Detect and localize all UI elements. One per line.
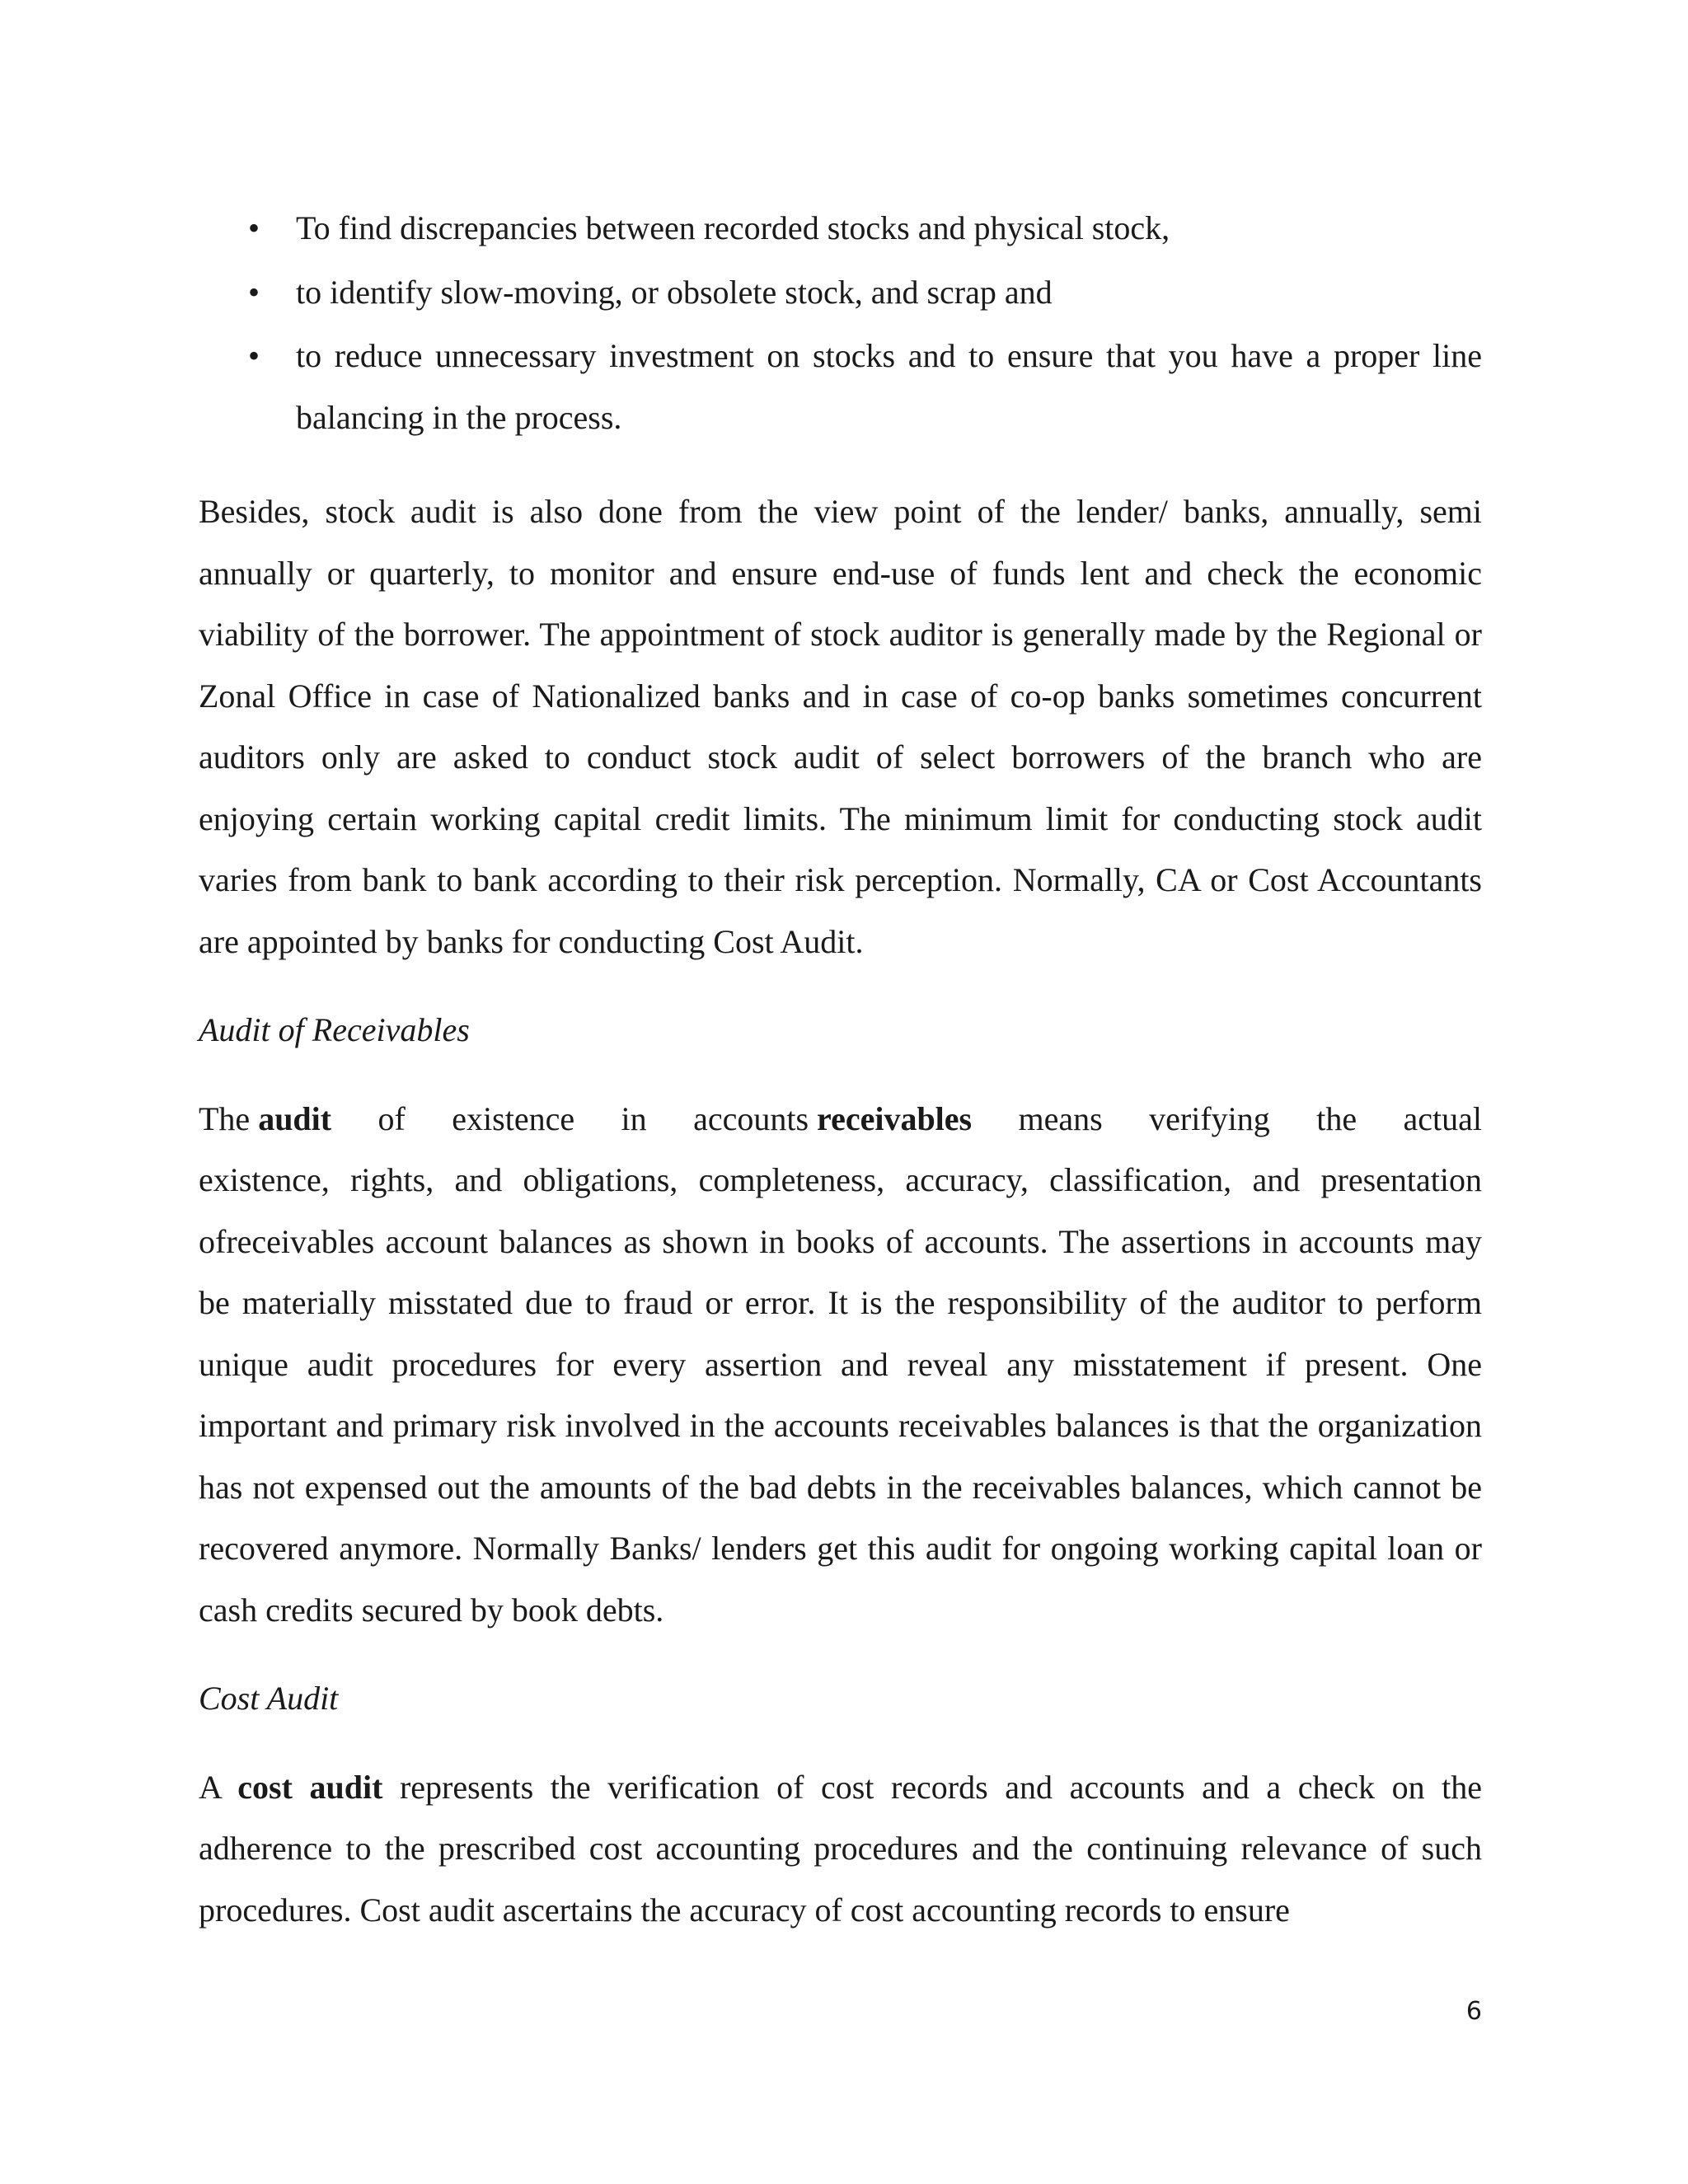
- word: existence: [452, 1099, 575, 1137]
- bold-term-cost-audit: cost audit: [237, 1768, 383, 1806]
- list-item-text: to identify slow-moving, or obsolete stock, and scrap and: [296, 274, 1053, 311]
- cost-audit-heading: Cost Audit: [199, 1680, 339, 1717]
- bullet-icon: •: [248, 274, 260, 311]
- list-item-text: To find discrepancies between recorded stocks and physical stock,: [296, 209, 1170, 246]
- lead-word: A: [199, 1768, 221, 1806]
- word: accounts: [693, 1099, 809, 1137]
- list-item-text: to reduce unnecessary investment on stocks and to ensure that you have a proper line balancing in the process.: [296, 337, 1482, 436]
- receivables-first-line: [199, 1089, 1482, 1151]
- list-item: [199, 196, 1482, 260]
- bullet-icon: •: [248, 337, 260, 374]
- word: The: [199, 1099, 251, 1137]
- cost-audit-paragraph: [199, 1757, 1482, 1942]
- word: the: [1316, 1099, 1357, 1137]
- bullet-icon: •: [248, 209, 260, 246]
- word: means: [1018, 1099, 1103, 1137]
- bold-term-receivables: receivables: [817, 1099, 973, 1137]
- stock-audit-paragraph: Besides, stock audit is also done from the view point of the lender/ banks, annually, semi annually or quarterly, to monitor and ensure end-use of funds lent and check the economic viability of the borrower. The appointment of stock auditor is generally made by the Regional or Zonal Office in case of Nationalized banks and in case of co-op banks sometimes concurrent auditors only are asked to conduct stock audit of select borrowers of the branch who are enjoying certain working capital credit limits. The minimum limit for conducting stock audit varies from bank to bank according to their risk perception. Normally, CA or Cost Accountants are appointed by banks for conducting Cost Audit.: [199, 493, 1482, 960]
- receivables-paragraph: [199, 1089, 1482, 1642]
- page-number: 6: [1465, 1997, 1482, 2026]
- word: verifying: [1149, 1099, 1270, 1137]
- list-item: [199, 325, 1482, 448]
- receivables-heading: Audit of Receivables: [199, 1011, 470, 1048]
- list-item: [199, 260, 1482, 325]
- receivables-body: existence, rights, and obligations, completeness, accuracy, classification, and presentation ofreceivables account balances as shown in books of accounts. The assertions in accounts may be materially misstated due to fraud or error. It is the responsibility of the auditor to perform unique audit procedures for every assertion and reveal any misstatement if present. One important and primary risk involved in the accounts receivables balances is that the organization has not expensed out the amounts of the bad debts in the receivables balances, which cannot be recovered anymore. Normally Banks/ lenders get this audit for ongoing working capital loan or cash credits secured by book debts.: [199, 1161, 1482, 1629]
- bullet-list: [199, 196, 1482, 448]
- cost-audit-body: represents the verification of cost records and accounts and a check on the adherence to the prescribed cost accounting procedures and the continuing relevance of such procedures. Cost audit ascertains the accuracy of cost accounting records to ensure: [199, 1768, 1483, 1929]
- word: actual: [1403, 1099, 1482, 1137]
- bold-term-audit: audit: [258, 1099, 332, 1137]
- page-content: [199, 196, 1482, 1941]
- word: in: [621, 1099, 647, 1137]
- word: of: [377, 1099, 406, 1137]
